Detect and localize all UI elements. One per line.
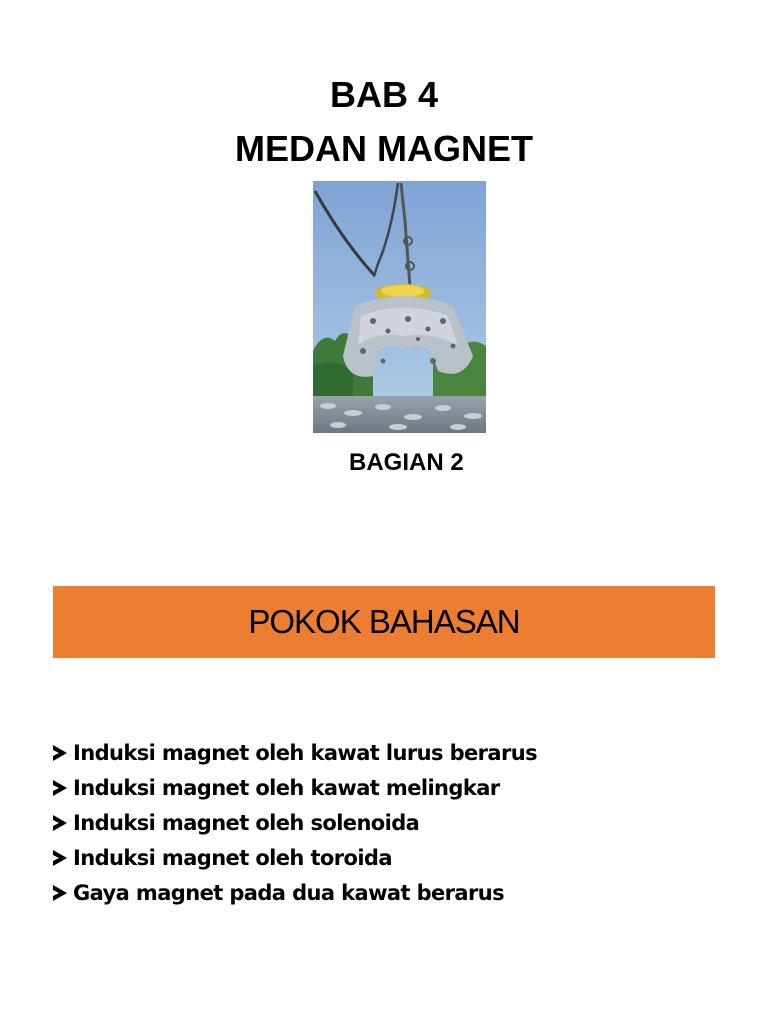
section-label: BAGIAN 2 [349,449,464,476]
list-item [53,875,537,910]
arrow-bullet-icon [53,745,67,761]
arrow-bullet-icon [53,780,67,796]
topics-banner [53,586,715,658]
arrow-bullet-icon [53,815,67,831]
topic-text: Gaya magnet pada dua kawat berarus [73,880,505,905]
topic-text: Induksi magnet oleh solenoida [73,810,420,835]
topics-banner-label: POKOK BAHASAN [248,603,520,640]
list-item [53,735,537,770]
arrow-bullet-icon [53,885,67,901]
topics-list [53,735,537,910]
list-item [53,770,537,805]
chapter-title: MEDAN MAGNET [235,128,533,169]
list-item [53,805,537,840]
list-item [53,840,537,875]
topic-text: Induksi magnet oleh kawat melingkar [73,775,500,800]
arrow-bullet-icon [53,850,67,866]
chapter-number: BAB 4 [329,74,439,115]
topic-text: Induksi magnet oleh kawat lurus berarus [73,740,538,765]
electromagnet-crane-photo [313,181,486,433]
topic-text: Induksi magnet oleh toroida [73,845,392,870]
